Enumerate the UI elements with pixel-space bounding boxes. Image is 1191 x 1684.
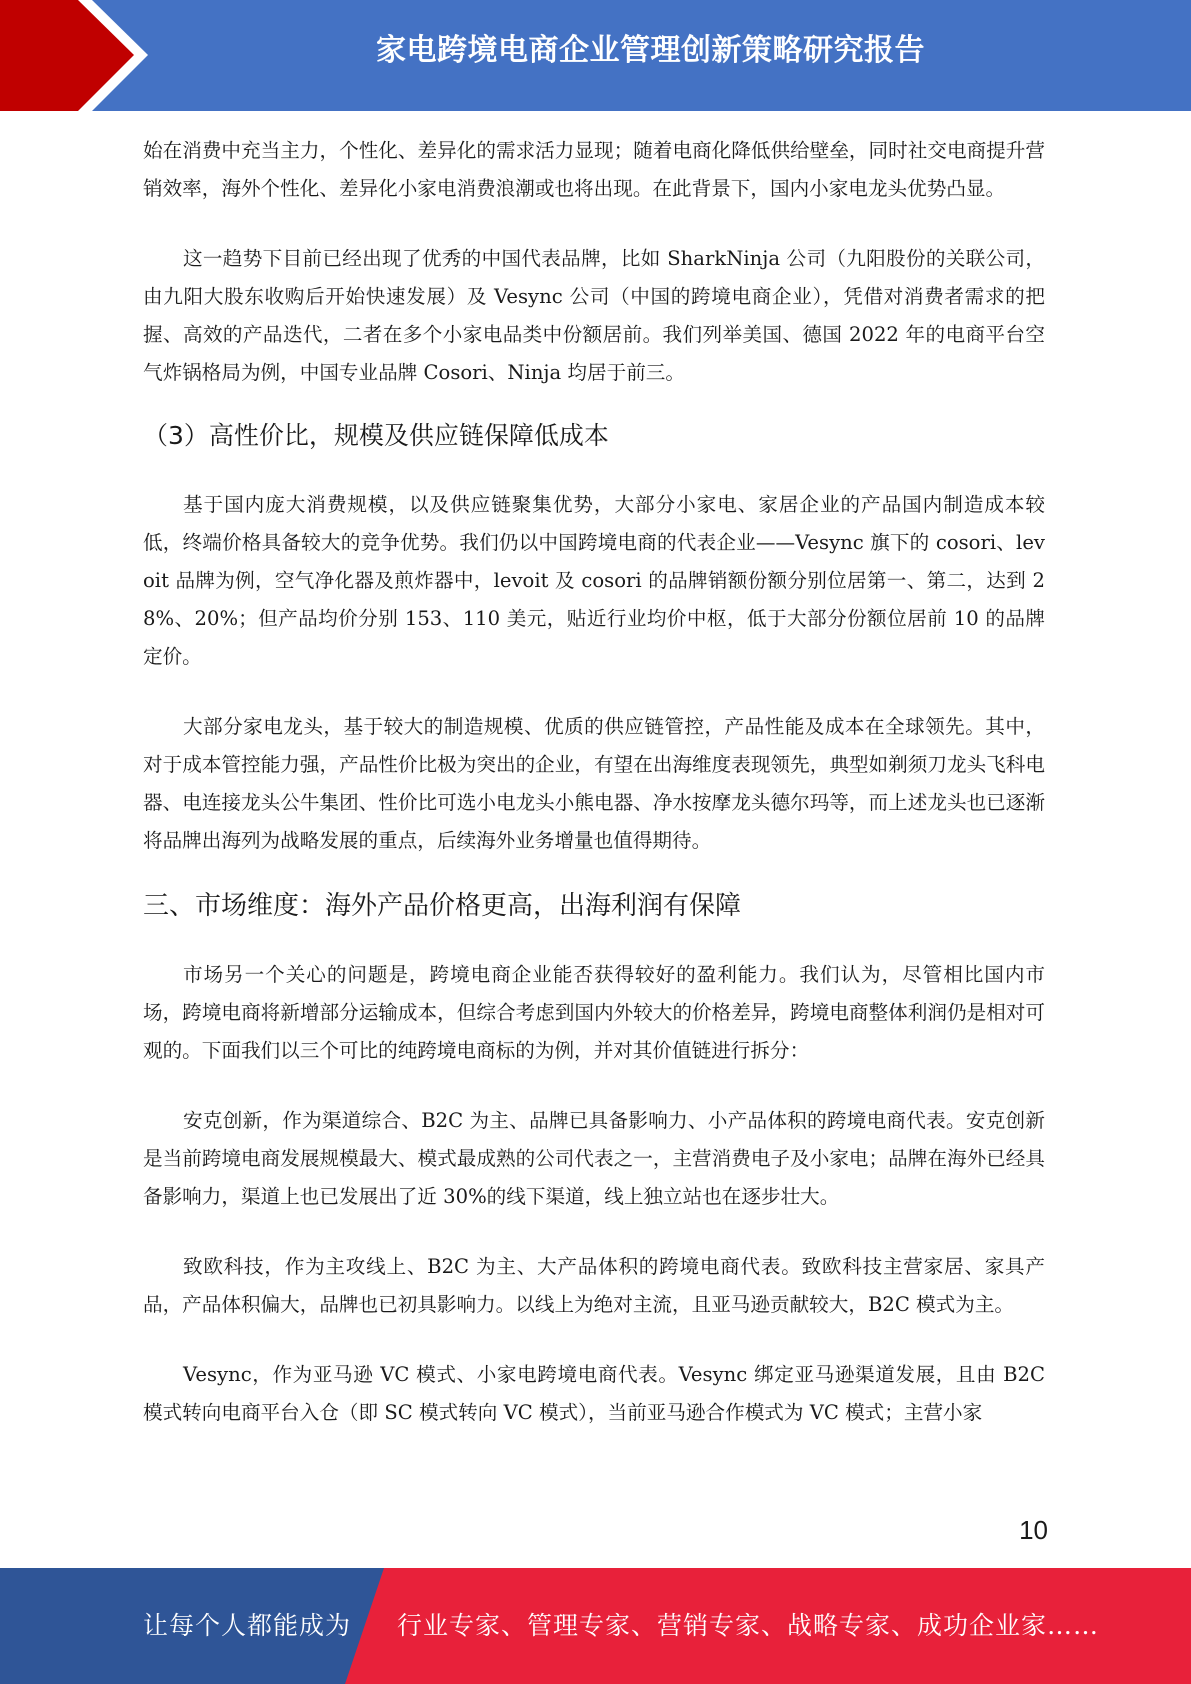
page-footer	[0, 1568, 1191, 1684]
section-subheading: （3）高性价比，规模及供应链保障低成本	[143, 421, 609, 450]
chevron-arrow-icon	[0, 0, 160, 111]
paragraph: 致欧科技，作为主攻线上、B2C 为主、大产品体积的跨境电商代表。致欧科技主营家居、家具产品，产品体积偏大，品牌也已初具影响力。以线上为绝对主流，且亚马逊贡献较大，B2C 模式为主。	[143, 1255, 1045, 1316]
page-number: 10	[1019, 1515, 1048, 1545]
section-heading: 三、市场维度：海外产品价格更高，出海利润有保障	[143, 891, 742, 921]
paragraph: 这一趋势下目前已经出现了优秀的中国代表品牌，比如 SharkNinja 公司（九阳股份的关联公司，由九阳大股东收购后开始快速发展）及 Vesync 公司（中国的跨境电商企业），凭借对消费者需求的把握、高效的产品迭代，二者在多个小家电品类中份额居前。我们列举美国、德国 2022 年的电商平台空气炸锅格局为例，中国专业品牌 Cosori、Ninja 均居于前三。	[143, 247, 1045, 384]
main-content	[143, 132, 1045, 1464]
paragraph: 始在消费中充当主力，个性化、差异化的需求活力显现；随着电商化降低供给壁垒，同时社交电商提升营销效率，海外个性化、差异化小家电消费浪潮或也将出现。在此背景下，国内小家电龙头优势凸显。	[143, 139, 1045, 200]
page-header	[0, 0, 1191, 111]
paragraph: 基于国内庞大消费规模，以及供应链聚集优势，大部分小家电、家居企业的产品国内制造成本较低，终端价格具备较大的竞争优势。我们仍以中国跨境电商的代表企业——Vesync 旗下的 cosori、levoit 品牌为例，空气净化器及煎炸器中，levoit 及 cosori 的品牌销额份额分别位居第一、第二，达到 28%、20%；但产品均价分别 153、110 美元，贴近行业均价中枢，低于大部分份额位居前 10 的品牌定价。	[143, 493, 1045, 668]
paragraph: 市场另一个关心的问题是，跨境电商企业能否获得较好的盈利能力。我们认为，尽管相比国内市场，跨境电商将新增部分运输成本，但综合考虑到国内外较大的价格差异，跨境电商整体利润仍是相对可观的。下面我们以三个可比的纯跨境电商标的为例，并对其价值链进行拆分：	[143, 963, 1045, 1062]
footer-slogan-right: 行业专家、管理专家、营销专家、战略专家、成功企业家……	[397, 1611, 1100, 1640]
document-title: 家电跨境电商企业管理创新策略研究报告	[376, 33, 925, 68]
footer-slogan-left: 让每个人都能成为	[143, 1611, 352, 1640]
paragraph: 安克创新，作为渠道综合、B2C 为主、品牌已具备影响力、小产品体积的跨境电商代表。安克创新是当前跨境电商发展规模最大、模式最成熟的公司代表之一，主营消费电子及小家电；品牌在海外已经具备影响力，渠道上也已发展出了近 30%的线下渠道，线上独立站也在逐步壮大。	[143, 1109, 1045, 1208]
paragraph: Vesync，作为亚马逊 VC 模式、小家电跨境电商代表。Vesync 绑定亚马逊渠道发展，且由 B2C 模式转向电商平台入仓（即 SC 模式转向 VC 模式），当前亚马逊合作模式为 VC 模式；主营小家	[143, 1363, 1045, 1424]
paragraph: 大部分家电龙头，基于较大的制造规模、优质的供应链管控，产品性能及成本在全球领先。其中，对于成本管控能力强，产品性价比极为突出的企业，有望在出海维度表现领先，典型如剃须刀龙头飞科电器、电连接龙头公牛集团、性价比可选小电龙头小熊电器、净水按摩龙头德尔玛等，而上述龙头也已逐渐将品牌出海列为战略发展的重点，后续海外业务增量也值得期待。	[143, 715, 1045, 852]
